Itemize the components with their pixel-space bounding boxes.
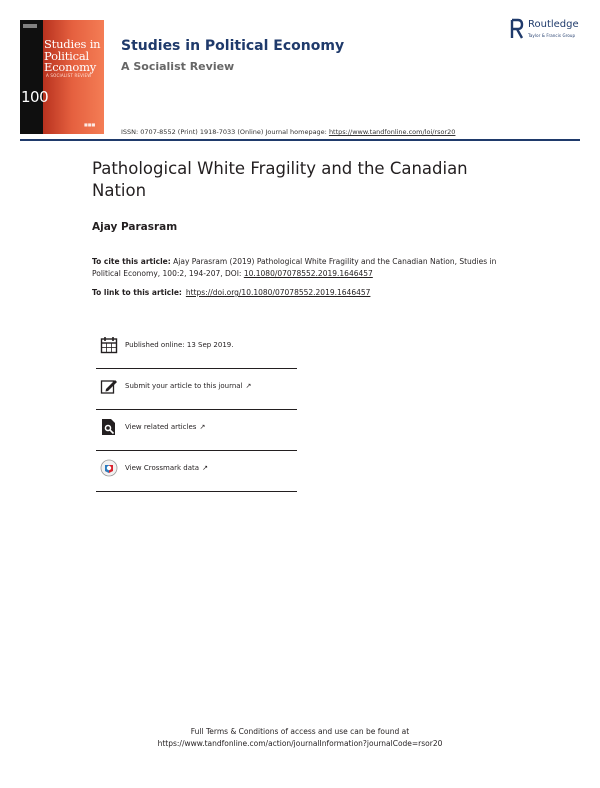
journal-subtitle: A Socialist Review xyxy=(121,60,235,73)
crossmark-icon xyxy=(100,459,118,477)
calendar-icon xyxy=(100,336,118,354)
article-doi-link[interactable]: https://doi.org/10.1080/07078552.2019.1646457 xyxy=(185,288,371,297)
cover-publisher-mark: ■■■ xyxy=(84,122,96,127)
external-link-icon: ↗ xyxy=(199,423,206,431)
cover-top-mark xyxy=(23,24,37,28)
citation-doi-link[interactable]: 10.1080/07078552.2019.1646457 xyxy=(243,269,373,278)
publisher-logo[interactable] xyxy=(510,17,590,43)
related-articles-label: View related articles xyxy=(125,423,197,431)
divider xyxy=(96,368,297,369)
submit-article-link[interactable] xyxy=(125,382,251,390)
link-label: To link to this article: xyxy=(92,288,182,297)
external-link-icon: ↗ xyxy=(202,464,208,472)
article-author: Ajay Parasram xyxy=(92,221,178,233)
routledge-r-icon xyxy=(510,18,524,40)
header-divider xyxy=(20,139,580,141)
published-date: Published online: 13 Sep 2019. xyxy=(125,341,234,349)
cover-title: Studies in Political Economy xyxy=(44,37,101,74)
related-articles-link[interactable] xyxy=(125,423,205,431)
journal-title[interactable]: Studies in Political Economy xyxy=(121,38,345,54)
footer-terms-text: Full Terms & Conditions of access and use can be found at xyxy=(190,727,410,736)
publisher-tagline: Taylor & Francis Group xyxy=(528,33,576,38)
external-link-icon: ↗ xyxy=(245,382,252,390)
document-search-icon xyxy=(100,418,118,436)
published-online-row xyxy=(96,336,296,376)
crossmark-label: View Crossmark data xyxy=(125,464,200,472)
crossmark-link[interactable] xyxy=(125,464,208,472)
divider xyxy=(96,409,297,410)
edit-pencil-icon xyxy=(100,377,118,395)
related-articles-row[interactable] xyxy=(96,418,296,458)
crossmark-row[interactable] xyxy=(96,459,296,499)
article-link-block xyxy=(92,288,370,297)
citation-block xyxy=(92,256,522,280)
issn-line xyxy=(121,128,455,136)
divider xyxy=(96,450,297,451)
article-title: Pathological White Fragility and the Canadian Nation xyxy=(92,159,468,200)
journal-cover-image xyxy=(20,20,104,134)
cover-number: 100 xyxy=(21,88,49,106)
publisher-name: Routledge xyxy=(528,19,579,30)
cover-subtitle: A SOCIALIST REVIEW xyxy=(46,73,92,78)
footer-terms-link[interactable]: https://www.tandfonline.com/action/journalInformation?journalCode=rsor20 xyxy=(157,739,443,748)
submit-article-row[interactable] xyxy=(96,377,296,417)
citation-label: To cite this article: xyxy=(92,257,171,266)
citation-text: Ajay Parasram (2019) Pathological White Fragility and the Canadian Nation, Studies in Political Economy, 100:2, 194-207, DOI: xyxy=(92,257,497,278)
divider xyxy=(96,491,297,492)
submit-article-label: Submit your article to this journal xyxy=(125,382,243,390)
journal-homepage-link[interactable]: https://www.tandfonline.com/loi/rsor20 xyxy=(328,128,456,136)
issn-text: ISSN: 0707-8552 (Print) 1918-7033 (Online) Journal homepage: xyxy=(121,128,329,136)
